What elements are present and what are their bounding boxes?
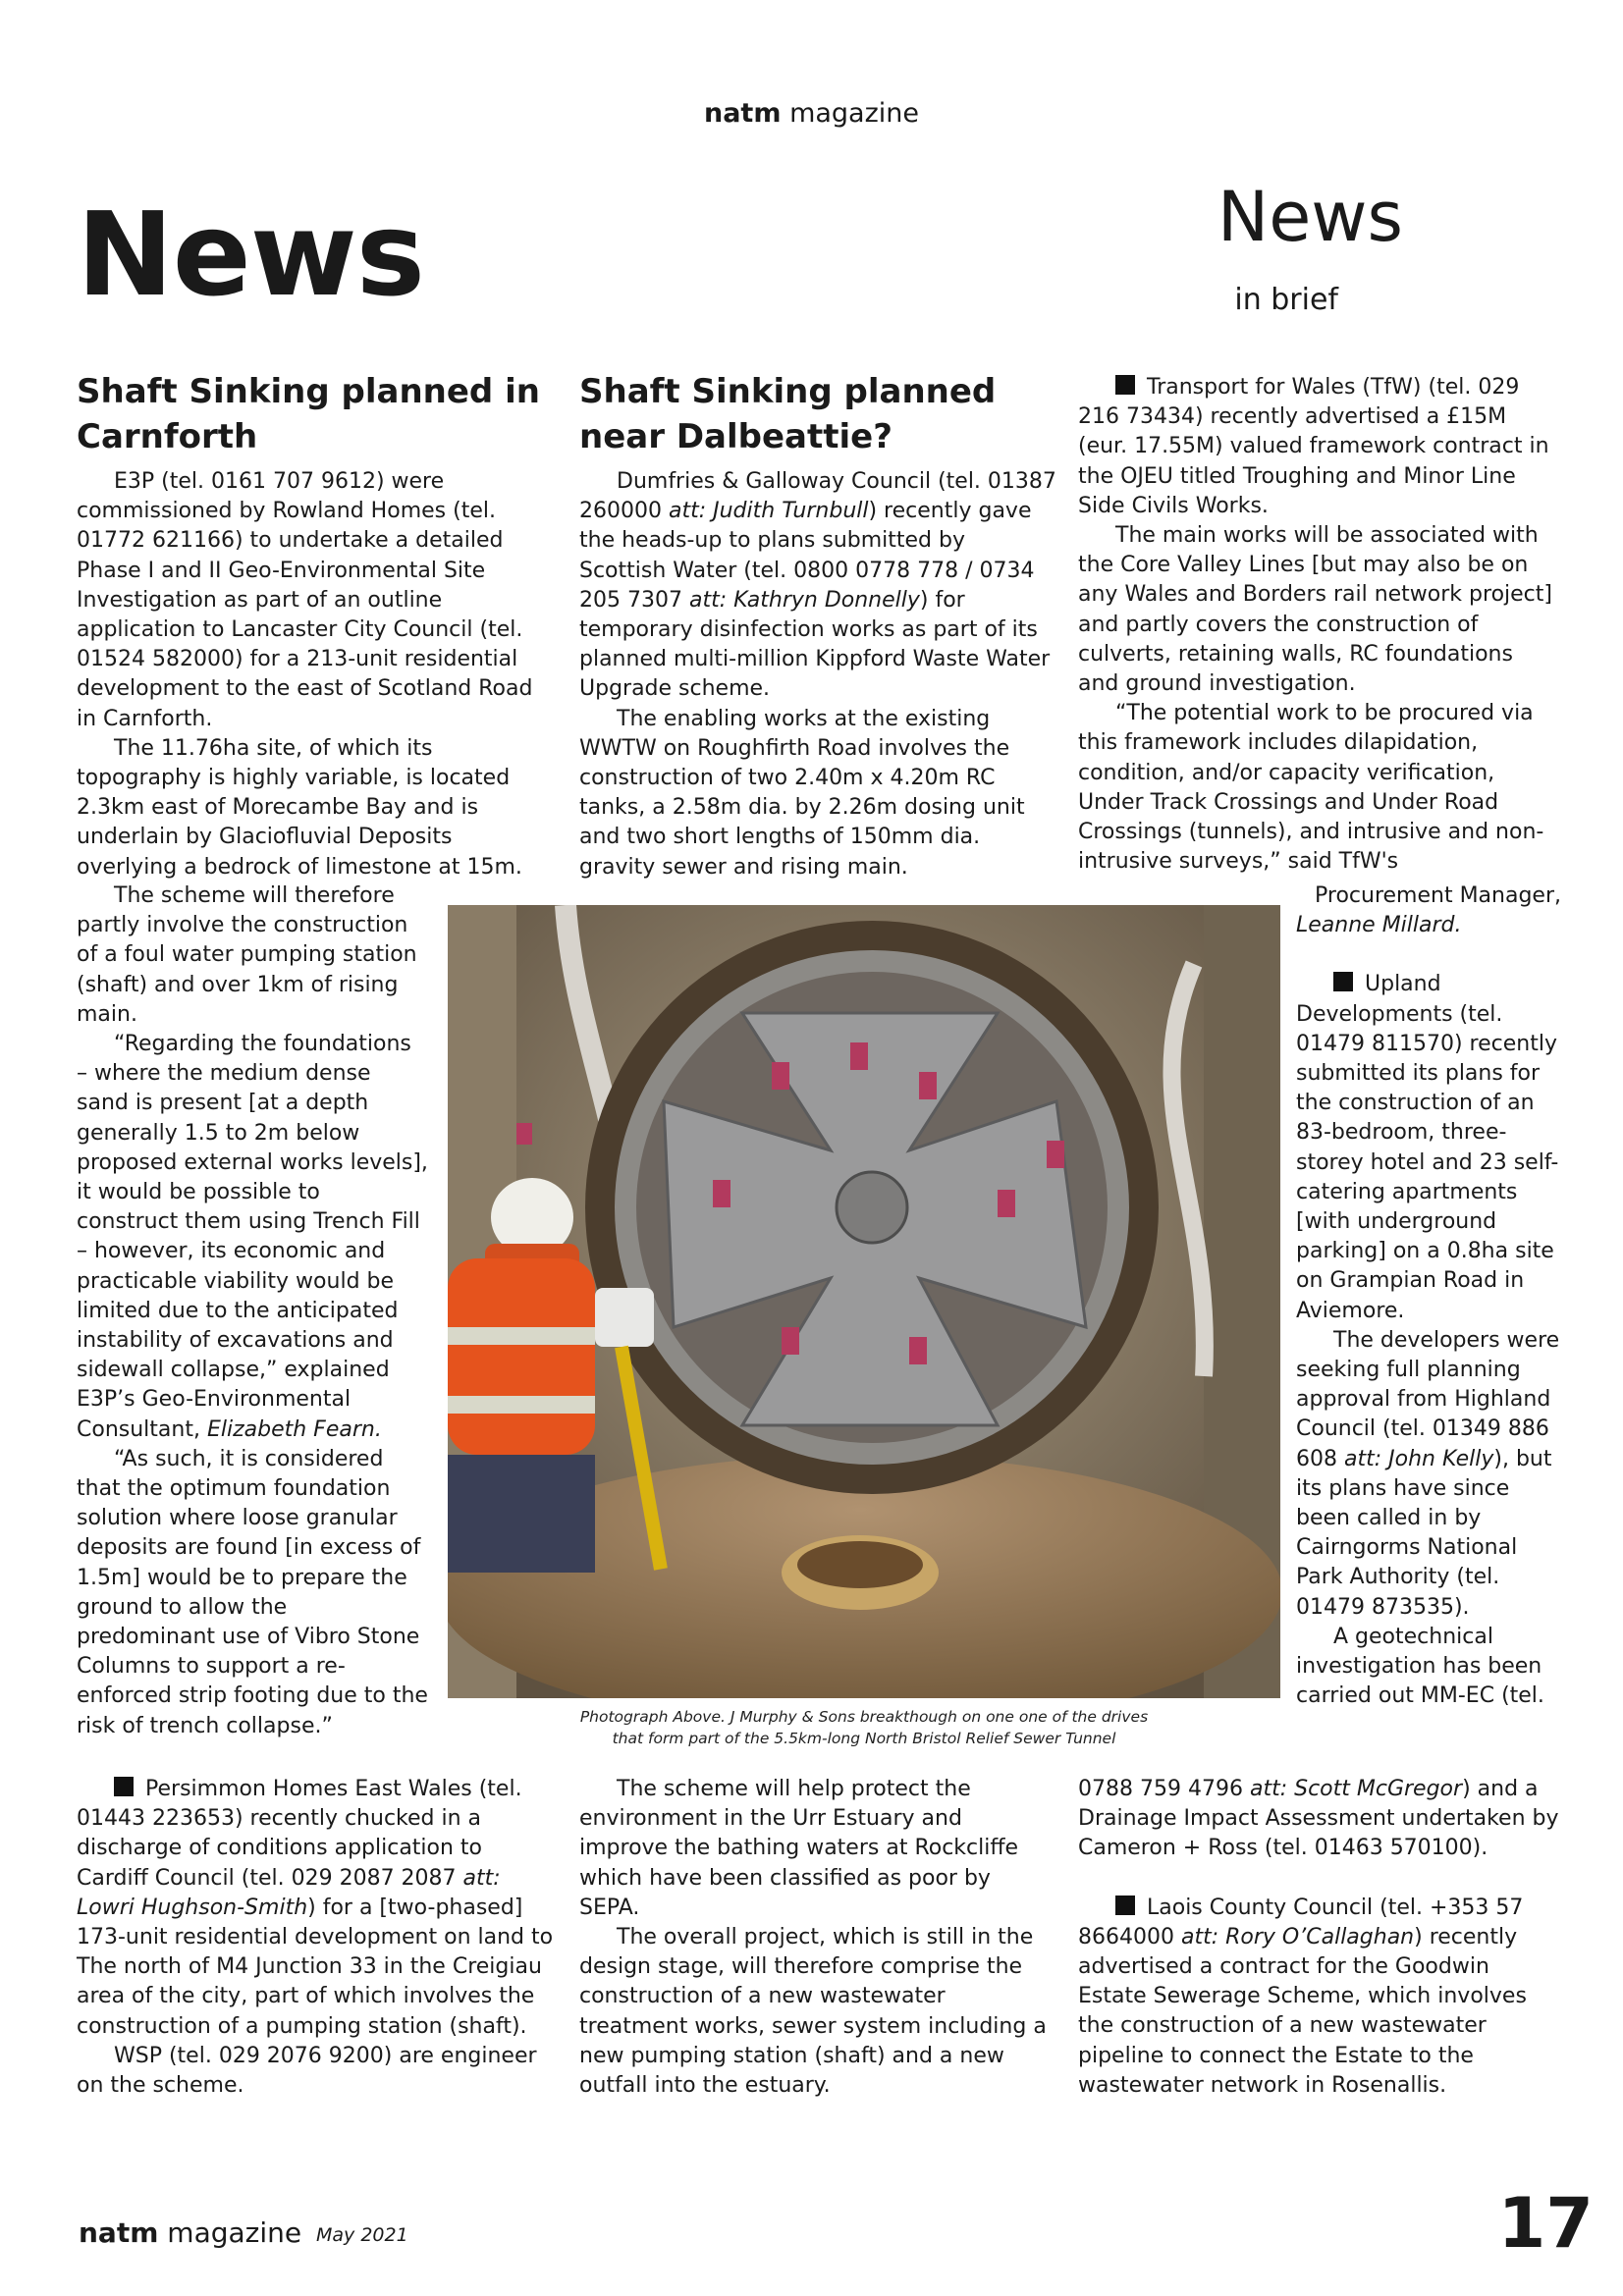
brief-persimmon [77,1775,556,2101]
footer-brand-bold: natm [79,2216,159,2249]
contact-name: att: Judith Turnbull [668,499,869,524]
article-carnforth-continued [77,881,428,1741]
brief-upland [1296,881,1561,1711]
article-dalbeattie [579,369,1056,882]
news-in-brief-subtitle: in brief [1234,283,1338,317]
page-title: News [77,187,425,322]
article-paragraph [1078,1894,1559,2101]
contact-name: att: Kathryn Donnelly [688,587,920,613]
article-paragraph: WSP (tel. 029 2076 9200) are engineer on the scheme. [77,2043,537,2099]
contact-name: att: Rory O’Callaghan [1180,1924,1415,1949]
article-heading: Shaft Sinking planned near Dalbeattie? [579,372,997,456]
article-carnforth [77,369,556,882]
photo-caption-line: Photograph Above. J Murphy & Sons breakthough on one one of the drives [579,1708,1149,1726]
article-paragraph [1078,1775,1559,1864]
article-heading: Shaft Sinking planned in Carnforth [77,372,540,456]
article-paragraph: A geotechnical investigation has been carried out MM-EC (tel. [1296,1624,1544,1709]
brief-text: 0788 759 4796 [1078,1777,1243,1801]
footer-brand [79,2216,301,2249]
article-paragraph: The overall project, which is still in the design stage, will therefore comprise the construction of a new wastewater treatment works, sewer system including a new pumping station (shaft) and a new outfall into the estuary. [579,1925,1047,2099]
brief-text: ), but its plans have since been called in by Cairngorms National Park Authority (tel. 01479 873535). [1296,1446,1552,1620]
article-paragraph: The enabling works at the existing WWTW on Roughfirth Road involves the construction of two 2.40m x 4.20m RC tanks, a 2.58m dia. by 2.26m dosing unit and two short lengths of 150mm dia. gravity sewer and rising main. [579,706,1025,880]
article-paragraph: Procurement Manager, [1315,883,1561,908]
article-paragraph [1296,970,1561,1325]
article-text: ) recently gave the heads-up to plans submitted by Scottish Water (tel. 0800 0778 778 / 0734 205 7307 [579,499,1035,613]
masthead-brand-rest: magazine [789,98,919,129]
article-paragraph: The main works will be associated with the Core Valley Lines [but may also be on any Wales and Borders rail network project] and partly covers the construction of culverts, retaining walls, RC foundations and ground investigation. [1078,523,1552,697]
brief-text: Persimmon Homes East Wales (tel. 01443 223653) recently chucked in a discharge of conditions application to Cardiff Council (tel. 029 2087 2087 [77,1777,522,1891]
photo-caption [550,1706,1178,1749]
tunnel-photo [448,905,1280,1698]
article-paragraph: The 11.76ha site, of which its topography is highly variable, is located 2.3km east of Morecambe Bay and is underlain by Glaciofluvial Deposits overlying a bedrock of limestone at 15m. [77,735,522,880]
masthead-brand-bold: natm [703,98,782,129]
quote-text: “Regarding the foundations – where the medium dense sand is present [at a depth generally 1.5 to 2m below proposed external works levels], it would be possible to construct them using Trench Fill – however, its economic and practicable viability would be limited due to the anticipated instability of excavations and sidewall collapse,” explained E3P’s Geo-Environmental Consultant, [77,1032,428,1442]
article-paragraph [1296,1326,1561,1623]
article-paragraph [1078,373,1559,521]
article-paragraph: “The potential work to be procured via this framework includes dilapidation, condition, and/or capacity verification, Under Track Crossings and Under Road Crossings (tunnels), and intrusive and non-intrusive surveys,” said TfW's [1078,701,1544,875]
article-text: ) for temporary disinfection works as part of its planned multi-million Kippford Waste Water Upgrade scheme. [579,587,1051,702]
article-paragraph [77,1775,556,2042]
person-name: Leanne Millard. [1296,913,1462,938]
brief-text: Transport for Wales (TfW) (tel. 029 216 73434) recently advertised a £15M (eur. 17.55M) valued framework contract in the OJEU titled Troughing and Minor Line Side Civils Works. [1078,375,1549,518]
article-paragraph: The scheme will help protect the environment in the Urr Estuary and improve the bathing waters at Rockcliffe which have been classified as poor by SEPA. [579,1777,1019,1920]
contact-name: att: Lowri Hughson-Smith [77,1865,501,1920]
page-number: 17 [1497,2183,1594,2264]
issue-date: May 2021 [316,2224,408,2246]
brief-text: Laois County Council (tel. +353 57 8664000 [1078,1895,1524,1949]
person-name: Elizabeth Fearn. [206,1416,382,1442]
news-in-brief-title: News [1217,177,1403,257]
footer-brand-rest: magazine [167,2216,302,2249]
brief-text: The developers were seeking full planning approval from Highland Council (tel. 01349 886 608 [1296,1327,1560,1471]
article-paragraph [77,1030,428,1445]
brief-tfw [1078,373,1559,877]
article-paragraph: The scheme will therefore partly involve the construction of a foul water pumping station (shaft) and over 1km of rising main. [77,883,417,1027]
brief-laois [1078,1775,1559,2101]
article-paragraph: E3P (tel. 0161 707 9612) were commissioned by Rowland Homes (tel. 01772 621166) to undertake a detailed Phase I and II Geo-Environmental Site Investigation as part of an outline application to Lancaster City Council (tel. 01524 582000) for a 213-unit residential development to the east of Scotland Road in Carnforth. [77,469,533,731]
bullet-square-icon [1115,375,1135,395]
masthead [0,98,1623,129]
photo-caption-line: that form part of the 5.5km-long North Bristol Relief Sewer Tunnel [612,1730,1116,1747]
article-paragraph [1296,911,1561,940]
tunnel-breakthrough-image [448,905,1280,1698]
bullet-square-icon [1115,1896,1135,1915]
brief-text: ) for a [two-phased] 173-unit residential development on land to The north of M4 Junction 33 in the Creigiau area of the city, part of which involves the construction of a pumping station (shaft). [77,1895,554,2039]
brief-text: Upland Developments (tel. 01479 811570) recently submitted its plans for the construction of an 83-bedroom, three-storey hotel and 23 self-catering apartments [with underground parking] on a 0.8ha site on Grampian Road in Aviemore. [1296,972,1559,1323]
bullet-square-icon [1333,972,1353,991]
contact-name: att: John Kelly [1344,1446,1494,1471]
article-paragraph [579,467,1056,705]
article-text: Dumfries & Galloway Council (tel. 01387 260000 [579,469,1056,524]
brief-text: ) recently advertised a contract for the Goodwin Estate Sewerage Scheme, which involves the construction of a new wastewater pipeline to connect the Estate to the wastewater network in Rosenallis. [1078,1924,1527,2098]
article-dalbeattie-continued [579,1775,1056,2101]
brief-text: ) and a Drainage Impact Assessment undertaken by Cameron + Ross (tel. 01463 570100). [1078,1777,1559,1861]
bullet-square-icon [114,1777,134,1796]
article-paragraph: “As such, it is considered that the optimum foundation solution where loose granular deposits are found [in excess of 1.5m] would be to prepare the ground to allow the predominant use of Vibro Stone Columns to support a re-enforced strip footing due to the risk of trench collapse.” [77,1446,428,1738]
contact-name: att: Scott McGregor [1249,1777,1463,1801]
